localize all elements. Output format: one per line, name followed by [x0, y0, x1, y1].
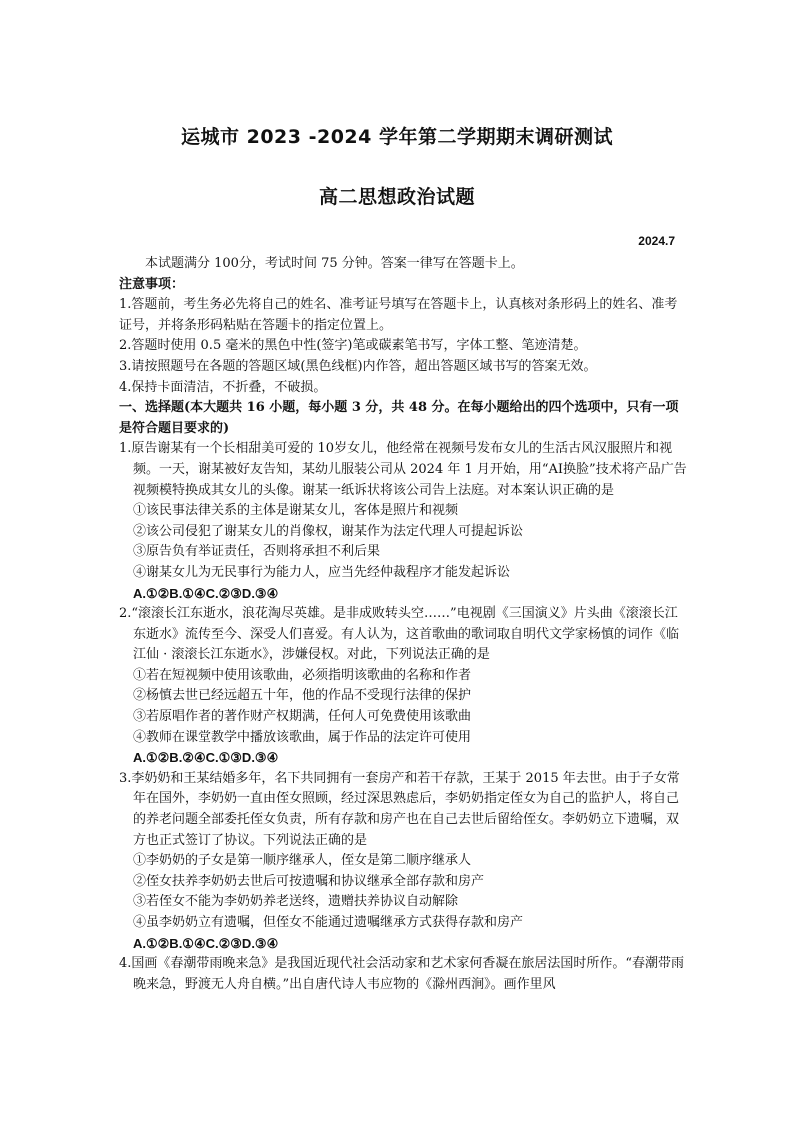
- exam-title: 运城市 2023 -2024 学年第二学期期末调研测试: [181, 126, 613, 148]
- question-stem: 4.国画《春潮带雨晚来急》是我国近现代社会活动家和艺术家何香凝在旅居法国时所作。“春潮带雨晚来急，野渡无人舟自横。”出自唐代诗人韦应物的《滁州西涧》。画作里风: [119, 956, 685, 992]
- notice-heading: 注意事项：: [119, 276, 185, 292]
- notice-item: 4.保持卡面清洁，不折叠，不破损。: [119, 379, 327, 395]
- section-heading: 一、选择题(本大题共 16 小题，每小题 3 分，共 48 分。在每小题给出的四个选项中，只有一项是符合题目要求的): [119, 400, 679, 436]
- question-option: ④教师在课堂教学中播放该歌曲，属于作品的法定许可使用: [133, 729, 472, 745]
- question-option: ②该公司侵犯了谢某女儿的肖像权，谢某作为法定代理人可提起诉讼: [133, 523, 524, 539]
- answer-choices: A.①②B.①④C.②③D.③④: [133, 935, 279, 951]
- question-stem: 2.“滚滚长江东逝水，浪花淘尽英雄。是非成败转头空……”电视剧《三国演义》片头曲《滚滚长江东逝水》流传至今、深受人们喜爱。有人认为，这首歌曲的歌词取自明代文学家杨慎的词作《临江仙 · 滚滚长江东逝水》，涉嫌侵权。对此，下列说法正确的是: [119, 606, 680, 663]
- exam-date: 2024.7: [638, 234, 675, 248]
- question-4: [119, 954, 689, 995]
- intro-text: 本试题满分 100分，考试时间 75 分钟。答案一律写在答题卡上。: [145, 256, 524, 271]
- question-stem: 3.李奶奶和王某结婚多年，名下共同拥有一套房产和若干存款，王某于 2015 年去世。由于子女常年在国外，李奶奶一直由侄女照顾，经过深思熟虑后，李奶奶指定侄女为自己的监护人，将自己的养老问题全部委托侄女负责，所有存款和房产也在自己去世后留给侄女。李奶奶立下遗嘱，双方也正式签订了协议。下列说法正确的是: [119, 770, 680, 848]
- question-3: [119, 769, 689, 954]
- question-option: ②侄女扶养李奶奶去世后可按遗嘱和协议继承全部存款和房产: [133, 873, 485, 889]
- question-option: ②杨慎去世已经远超五十年，他的作品不受现行法律的保护: [133, 688, 472, 704]
- question-option: ④虽李奶奶立有遗嘱，但侄女不能通过遗嘱继承方式获得存款和房产: [133, 915, 524, 930]
- question-2: [119, 604, 689, 769]
- question-option: ①若在短视频中使用该歌曲，必须指明该歌曲的名称和作者: [133, 667, 472, 683]
- notice-item: 3.请按照题号在各题的答题区域(黑色线框)内作答，超出答题区域书写的答案无效。: [119, 358, 597, 374]
- question-option: ①李奶奶的子女是第一顺序继承人，侄女是第二顺序继承人: [133, 853, 472, 869]
- question-option: ③若原唱作者的著作财产权期满，任何人可免费使用该歌曲: [133, 709, 472, 725]
- question-option: ③原告负有举证责任，否则将承担不利后果: [133, 544, 381, 560]
- exam-subtitle: 高二思想政治试题: [318, 186, 475, 208]
- exam-body: [119, 254, 689, 995]
- question-option: ①该民事法律关系的主体是谢某女儿，客体是照片和视频: [133, 503, 459, 519]
- notice-item: 1.答题前，考生务必先将自己的姓名、准考证号填写在答题卡上，认真核对条形码上的姓名、准考证号，并将条形码粘贴在答题卡的指定位置上。: [119, 297, 678, 333]
- question-option: ③若侄女不能为李奶奶养老送终，遗赠扶养协议自动解除: [133, 894, 459, 910]
- question-stem: 1.原告谢某有一个长相甜美可爱的 10岁女儿，他经常在视频号发布女儿的生活古风汉服照片和视频。一天，谢某被好友告知，某幼儿服装公司从 2024 年 1 月开始，用“AI换脸”技术将产品广告视频模特换成其女儿的头像。谢某一纸诉状将该公司告上法庭。对本案认识正确的是: [119, 441, 687, 498]
- answer-choices: A.①②B.①④C.②③D.③④: [133, 585, 279, 601]
- notice-item: 2.答题时使用 0.5 毫米的黑色中性(签字)笔或碳素笔书写，字体工整、笔迹清楚。: [119, 338, 587, 354]
- question-1: [119, 439, 689, 604]
- question-option: ④谢某女儿为无民事行为能力人，应当先经仲裁程序才能发起诉讼: [133, 564, 511, 580]
- answer-choices: A.①②B.②④C.①③D.③④: [133, 750, 279, 766]
